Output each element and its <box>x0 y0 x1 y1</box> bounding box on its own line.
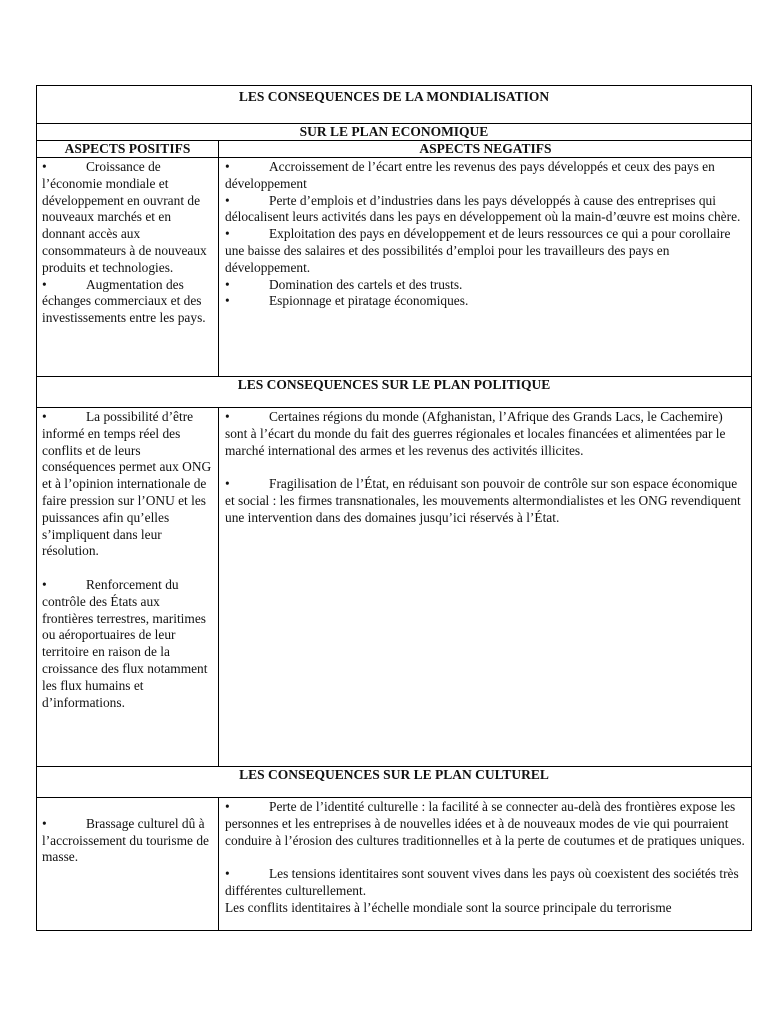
list-item: • Augmentation des échanges commerciaux et des investissements entre les pays. <box>42 276 206 326</box>
bullet-icon: • <box>225 293 230 309</box>
list-item: • Accroissement de l’écart entre les revenus des pays développés et ceux des pays en développement <box>225 159 715 191</box>
economic-negative-cell <box>219 158 751 376</box>
list-item: • Espionnage et piratage économiques. <box>225 293 469 309</box>
list-item: • Croissance de l’économie mondiale et développement en ouvrant de nouveaux marchés et en donnant accès aux consommateurs à de nouveaux produits et technologies. <box>42 159 207 275</box>
political-row <box>37 408 751 767</box>
list-item: • Certaines régions du monde (Afghanistan, l’Afrique des Grands Lacs, le Cachemire) sont à l’écart du monde du fait des guerres régionales et locales financées et alimentées par le marché international des armes et les revenus des activités illicites. <box>225 409 726 458</box>
list-item: • La possibilité d’être informé en temps réel des conflits et de leurs conséquences permet aux ONG et à l’opinion internationale de faire pression sur l’ONU et les puissances afin qu’elles s’impliquent dans leur résolution. <box>42 409 212 559</box>
political-negative-cell <box>219 408 751 766</box>
list-item: • Perte d’emplois et d’industries dans les pays développés à cause des entreprises qui délocalisent leurs activités dans les pays en développement où la main-d’œuvre est moins chère. <box>225 192 741 225</box>
list-item: • Exploitation des pays en développement et de leurs ressources ce qui a pour corollaire une baisse des salaires et des possibilités d’emploi pour les travailleurs des pays en développement. <box>225 226 731 275</box>
cultural-note: Les conflits identitaires à l’échelle mondiale sont la source principale du terrorisme <box>225 899 672 915</box>
bullet-icon: • <box>42 409 47 424</box>
list-item: • Domination des cartels et des trusts. <box>225 276 463 292</box>
bullet-icon: • <box>225 192 230 208</box>
political-positive-cell <box>37 408 219 766</box>
political-heading: LES CONSEQUENCES SUR LE PLAN POLITIQUE <box>237 377 551 392</box>
economic-heading: SUR LE PLAN ECONOMIQUE <box>299 124 489 139</box>
economic-row <box>37 158 751 377</box>
consequences-table <box>36 85 752 931</box>
cultural-positive-cell <box>37 798 219 930</box>
bullet-icon: • <box>225 409 230 424</box>
economic-positive-cell <box>37 158 219 376</box>
document-title: LES CONSEQUENCES DE LA MONDIALISATION <box>238 89 550 104</box>
bullet-icon: • <box>42 576 47 592</box>
bullet-icon: • <box>225 159 230 174</box>
political-heading-row <box>37 377 751 408</box>
bullet-icon: • <box>225 866 230 882</box>
title-row <box>37 86 751 124</box>
bullet-icon: • <box>225 276 230 292</box>
cultural-heading: LES CONSEQUENCES SUR LE PLAN CULTUREL <box>239 767 549 782</box>
aspects-header-row <box>37 141 751 158</box>
bullet-icon: • <box>42 815 47 831</box>
economic-heading-row <box>37 124 751 141</box>
bullet-icon: • <box>225 799 230 814</box>
positive-aspects-header: ASPECTS POSITIFS <box>37 141 219 157</box>
cultural-negative-cell <box>219 798 751 930</box>
list-item: • Perte de l’identité culturelle : la facilité à se connecter au-delà des frontières expose les personnes et les entreprises à de nouvelles idées et à de nouveaux modes de vie qui pourraient conduire à l’érosion des cultures traditionnelles et à la perte de coutumes et de pratiques uniques. <box>225 799 745 848</box>
list-item: • Les tensions identitaires sont souvent vives dans les pays où coexistent des sociétés très différentes culturellement. <box>225 866 739 898</box>
cultural-heading-row <box>37 767 751 798</box>
list-item: • Brassage culturel dû à l’accroissement du tourisme de masse. <box>42 815 209 865</box>
bullet-icon: • <box>42 159 47 174</box>
list-item: • Fragilisation de l’État, en réduisant son pouvoir de contrôle sur son espace économique et social : les firmes transnationales, les mouvements altermondialistes et les ONG revendiquent une intervention dans des domaines jusqu’ici réservés à l’État. <box>225 476 741 525</box>
bullet-icon: • <box>225 476 230 492</box>
cultural-row <box>37 798 751 930</box>
bullet-icon: • <box>42 276 47 292</box>
negative-aspects-header: ASPECTS NEGATIFS <box>419 141 552 156</box>
bullet-icon: • <box>225 226 230 242</box>
list-item: • Renforcement du contrôle des États aux frontières terrestres, maritimes ou aéroportuaires de leur territoire en raison de la croissance des flux notamment les flux humains et d’informations. <box>42 576 208 710</box>
